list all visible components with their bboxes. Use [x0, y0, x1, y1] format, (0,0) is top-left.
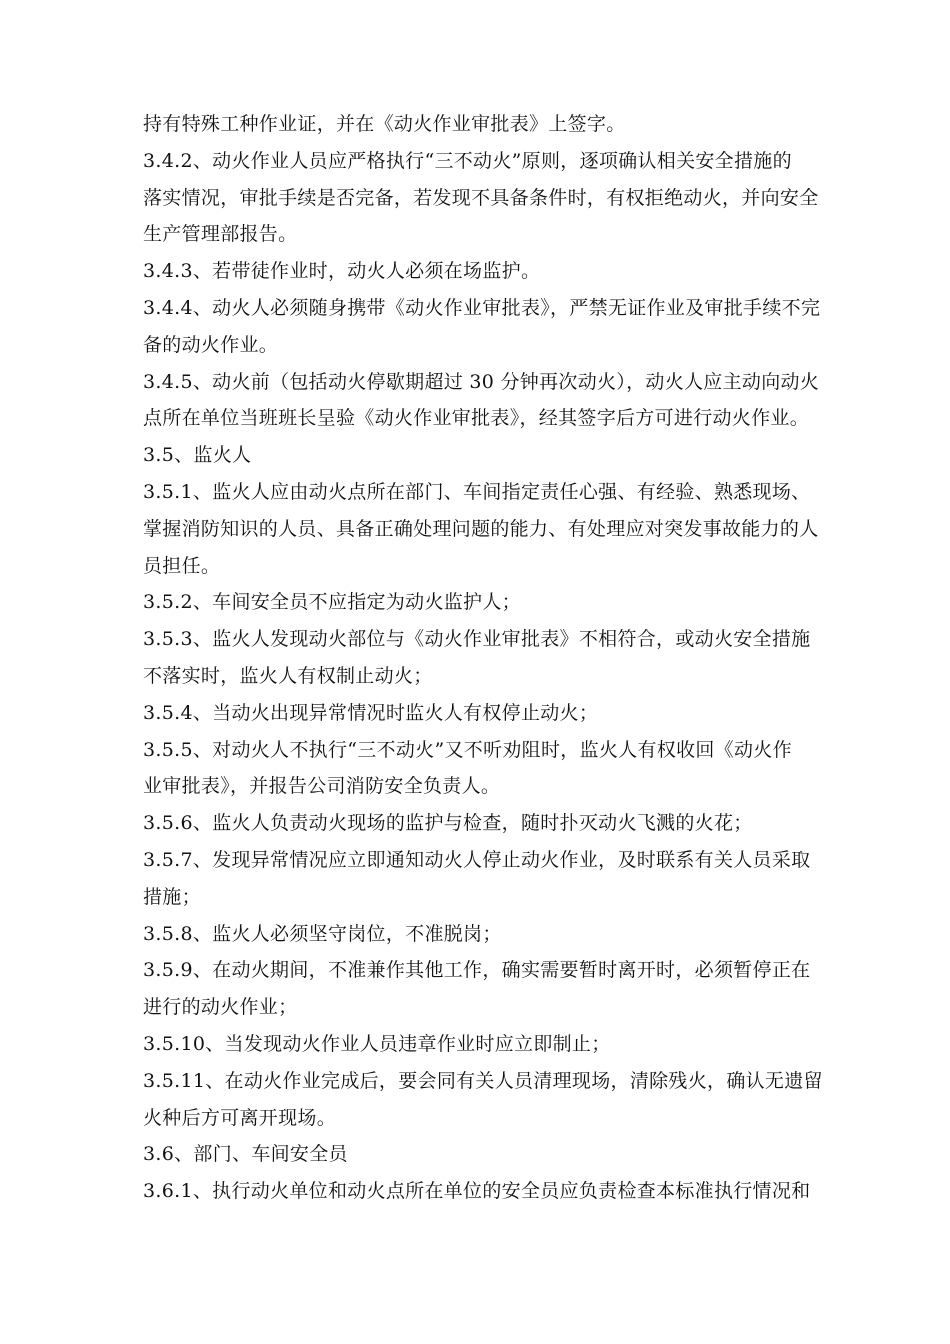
text-line: 3.5.3、监火人发现动火部位与《动火作业审批表》不相符合，或动火安全措施	[143, 628, 811, 651]
text-line: 3.4.2、动火作业人员应严格执行“三不动火”原则，逐项确认相关安全措施的	[143, 149, 792, 172]
section-heading: 3.5、监火人	[143, 444, 252, 467]
section-heading: 3.6、部门、车间安全员	[143, 1143, 348, 1166]
text-line: 3.4.3、若带徒作业时，动火人必须在场监护。	[143, 260, 541, 283]
text-line: 措施；	[143, 885, 201, 908]
text-line: 掌握消防知识的人员、具备正确处理问题的能力、有处理应对突发事故能力的人	[143, 517, 819, 540]
document-body	[143, 106, 823, 1210]
text-line: 落实情况，审批手续是否完备，若发现不具备条件时，有权拒绝动火，并向安全	[143, 186, 819, 209]
text-line: 3.4.5、动火前（包括动火停歇期超过 30 分钟再次动火），动火人应主动向动火	[143, 370, 820, 393]
text-line: 持有特殊工种作业证，并在《动火作业审批表》上签字。	[143, 113, 626, 135]
text-line: 业审批表》，并报告公司消防安全负责人。	[143, 775, 501, 798]
text-line: 3.5.11、在动火作业完成后，要会同有关人员清理现场，清除残火，确认无遗留	[143, 1069, 823, 1092]
text-line: 备的动火作业。	[143, 333, 279, 356]
text-line: 3.5.8、监火人必须坚守岗位，不准脱岗；	[143, 922, 502, 945]
text-line: 点所在单位当班班长呈验《动火作业审批表》，经其签字后方可进行动火作业。	[143, 407, 810, 430]
text-line: 3.5.10、当发现动火作业人员违章作业时应立即制止；	[143, 1032, 611, 1055]
text-line: 3.5.1、监火人应由动火点所在部门、车间指定责任心强、有经验、熟悉现场、	[143, 480, 811, 503]
text-line: 不落实时，监火人有权制止动火；	[143, 664, 433, 687]
text-line: 3.5.4、当动火出现异常情况时监火人有权停止动火；	[143, 701, 599, 724]
text-line: 员担任。	[143, 554, 221, 577]
text-line: 3.5.6、监火人负责动火现场的监护与检查，随时扑灭动火飞溅的火花；	[143, 812, 753, 835]
text-line: 3.5.5、对动火人不执行“三不动火”又不听劝阻时，监火人有权收回《动火作	[143, 738, 792, 761]
text-line: 3.4.4、动火人必须随身携带《动火作业审批表》，严禁无证作业及审批手续不完	[143, 296, 821, 319]
text-line: 火种后方可离开现场。	[143, 1106, 337, 1129]
text-line: 3.5.7、发现异常情况应立即通知动火人停止动火作业，及时联系有关人员采取	[143, 848, 811, 871]
text-line: 3.6.1、执行动火单位和动火点所在单位的安全员应负责检查本标准执行情况和	[143, 1180, 811, 1203]
text-line: 3.5.9、在动火期间，不准兼作其他工作，确实需要暂时离开时，必须暂停正在	[143, 959, 811, 982]
text-line: 进行的动火作业；	[143, 996, 298, 1019]
text-line: 3.5.2、车间安全员不应指定为动火监护人；	[143, 591, 521, 614]
text-line: 生产管理部报告。	[143, 223, 298, 246]
